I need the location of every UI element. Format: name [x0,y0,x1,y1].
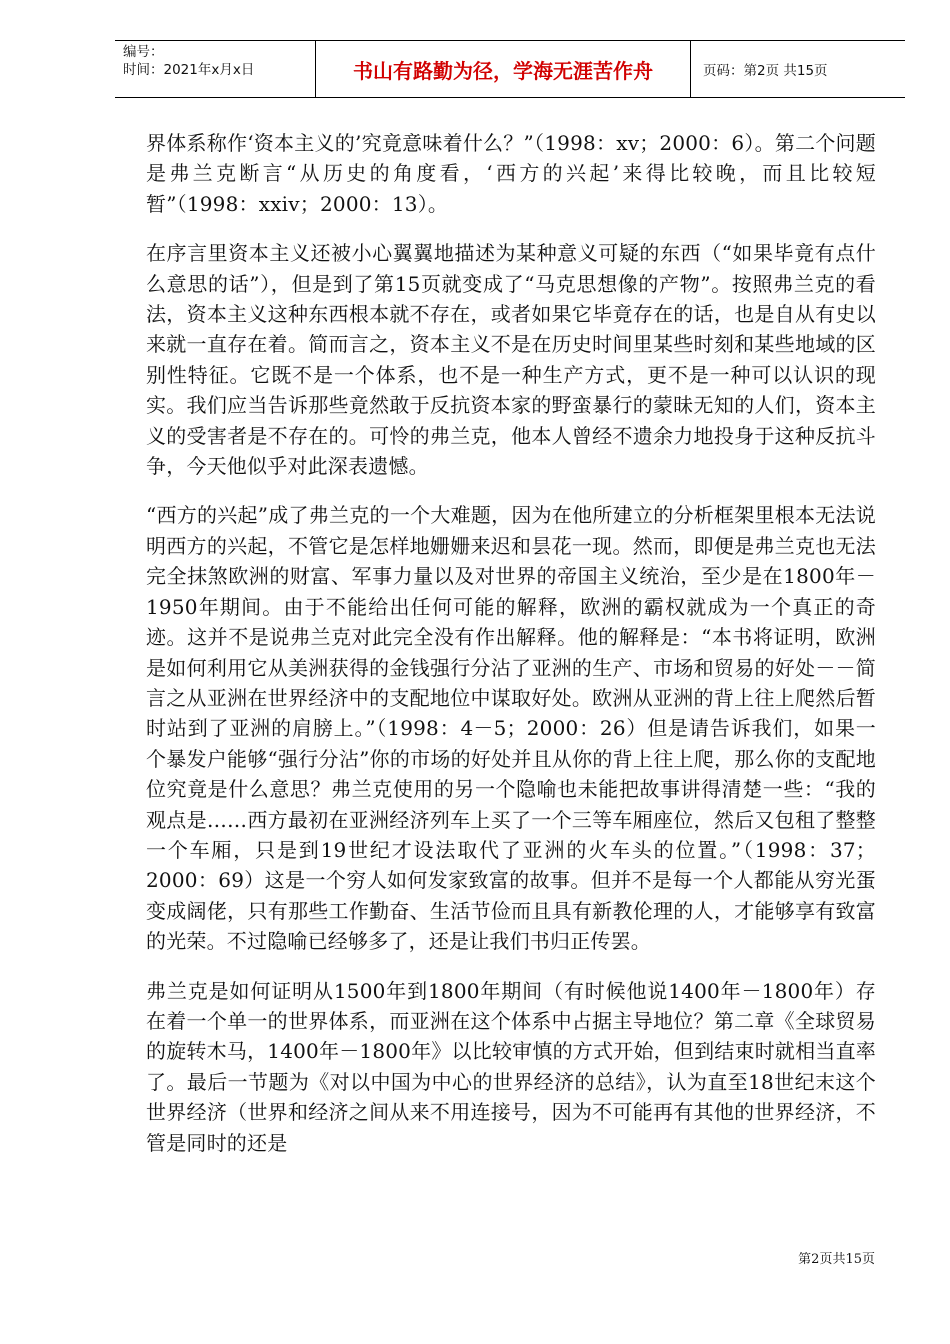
header-number-label: 编号： [123,44,164,60]
page-header [115,40,905,98]
header-time-label: 时间：2021年x月x日 [123,62,255,78]
paragraph: 界体系称作‘资本主义的’究竟意味着什么？”（1998：xv；2000：6）。第二个问题是弗兰克断言“从历史的角度看，‘西方的兴起’来得比较晚，而且比较短暂”（1998：xxiv；2000：13）。 [146,131,876,216]
paragraph: “西方的兴起”成了弗兰克的一个大难题，因为在他所建立的分析框架里根本无法说明西方的兴起，不管它是怎样地姗姗来迟和昙花一现。然而，即便是弗兰克也无法完全抹煞欧洲的财富、军事力量以及对世界的帝国主义统治，至少是在1800年－1950年期间。由于不能给出任何可能的解释，欧洲的霸权就成为一个真正的奇迹。这并不是说弗兰克对此完全没有作出解释。他的解释是：“本书将证明，欧洲是如何利用它从美洲获得的金钱强行分沾了亚洲的生产、市场和贸易的好处－－简言之从亚洲在世界经济中的支配地位中谋取好处。欧洲从亚洲的背上往上爬然后暂时站到了亚洲的肩膀上。”（1998：4－5；2000：26）但是请告诉我们，如果一个暴发户能够“强行分沾”你的市场的好处并且从你的背上往上爬，那么你的支配地位究竟是什么意思？弗兰克使用的另一个隐喻也未能把故事讲得清楚一些：“我的观点是……西方最初在亚洲经济列车上买了一个三等车厢座位，然后又包租了整整一个车厢，只是到19世纪才设法取代了亚洲的火车头的位置。”（1998：37；2000：69）这是一个穷人如何发家致富的故事。但并不是每一个人都能从穷光蛋变成阔佬，只有那些工作勤奋、生活节俭而且具有新教伦理的人，才能够享有致富的光荣。不过隐喻已经够多了，还是让我们书归正传罢。 [146,503,876,954]
header-motto: 书山有路勤为径，学海无涯苦作舟 [316,41,691,97]
document-body [146,128,876,1177]
paragraph: 弗兰克是如何证明从1500年到1800年期间（有时候他说1400年－1800年）存在着一个单一的世界体系，而亚洲在这个体系中占据主导地位？第二章《全球贸易的旋转木马，1400年－1800年》以比较审慎的方式开始，但到结束时就相当直率了。最后一节题为《对以中国为中心的世界经济的总结》，认为直至18世纪末这个世界经济（世界和经济之间从来不用连接号，因为不可能再有其他的世界经济，不管是同时的还是 [146,978,876,1155]
header-info-cell [115,41,316,97]
paragraph: 在序言里资本主义还被小心翼翼地描述为某种意义可疑的东西（“如果毕竟有点什么意思的话”），但是到了第15页就变成了“马克思想像的产物”。按照弗兰克的看法，资本主义这种东西根本就不存在，或者如果它毕竟存在的话，也是自从有史以来就一直存在着。简而言之，资本主义不是在历史时间里某些时刻和某些地域的区别性特征。它既不是一个体系，也不是一种生产方式，更不是一种可以认识的现实。我们应当告诉那些竟然敢于反抗资本家的野蛮暴行的蒙昧无知的人们，资本主义的受害者是不存在的。可怜的弗兰克，他本人曾经不遗余力地投身于这种反抗斗争，今天他似乎对此深表遗憾。 [146,241,876,479]
page-footer: 第2页共15页 [798,1252,875,1267]
header-page-label: 页码：第2页 共15页 [703,63,828,79]
